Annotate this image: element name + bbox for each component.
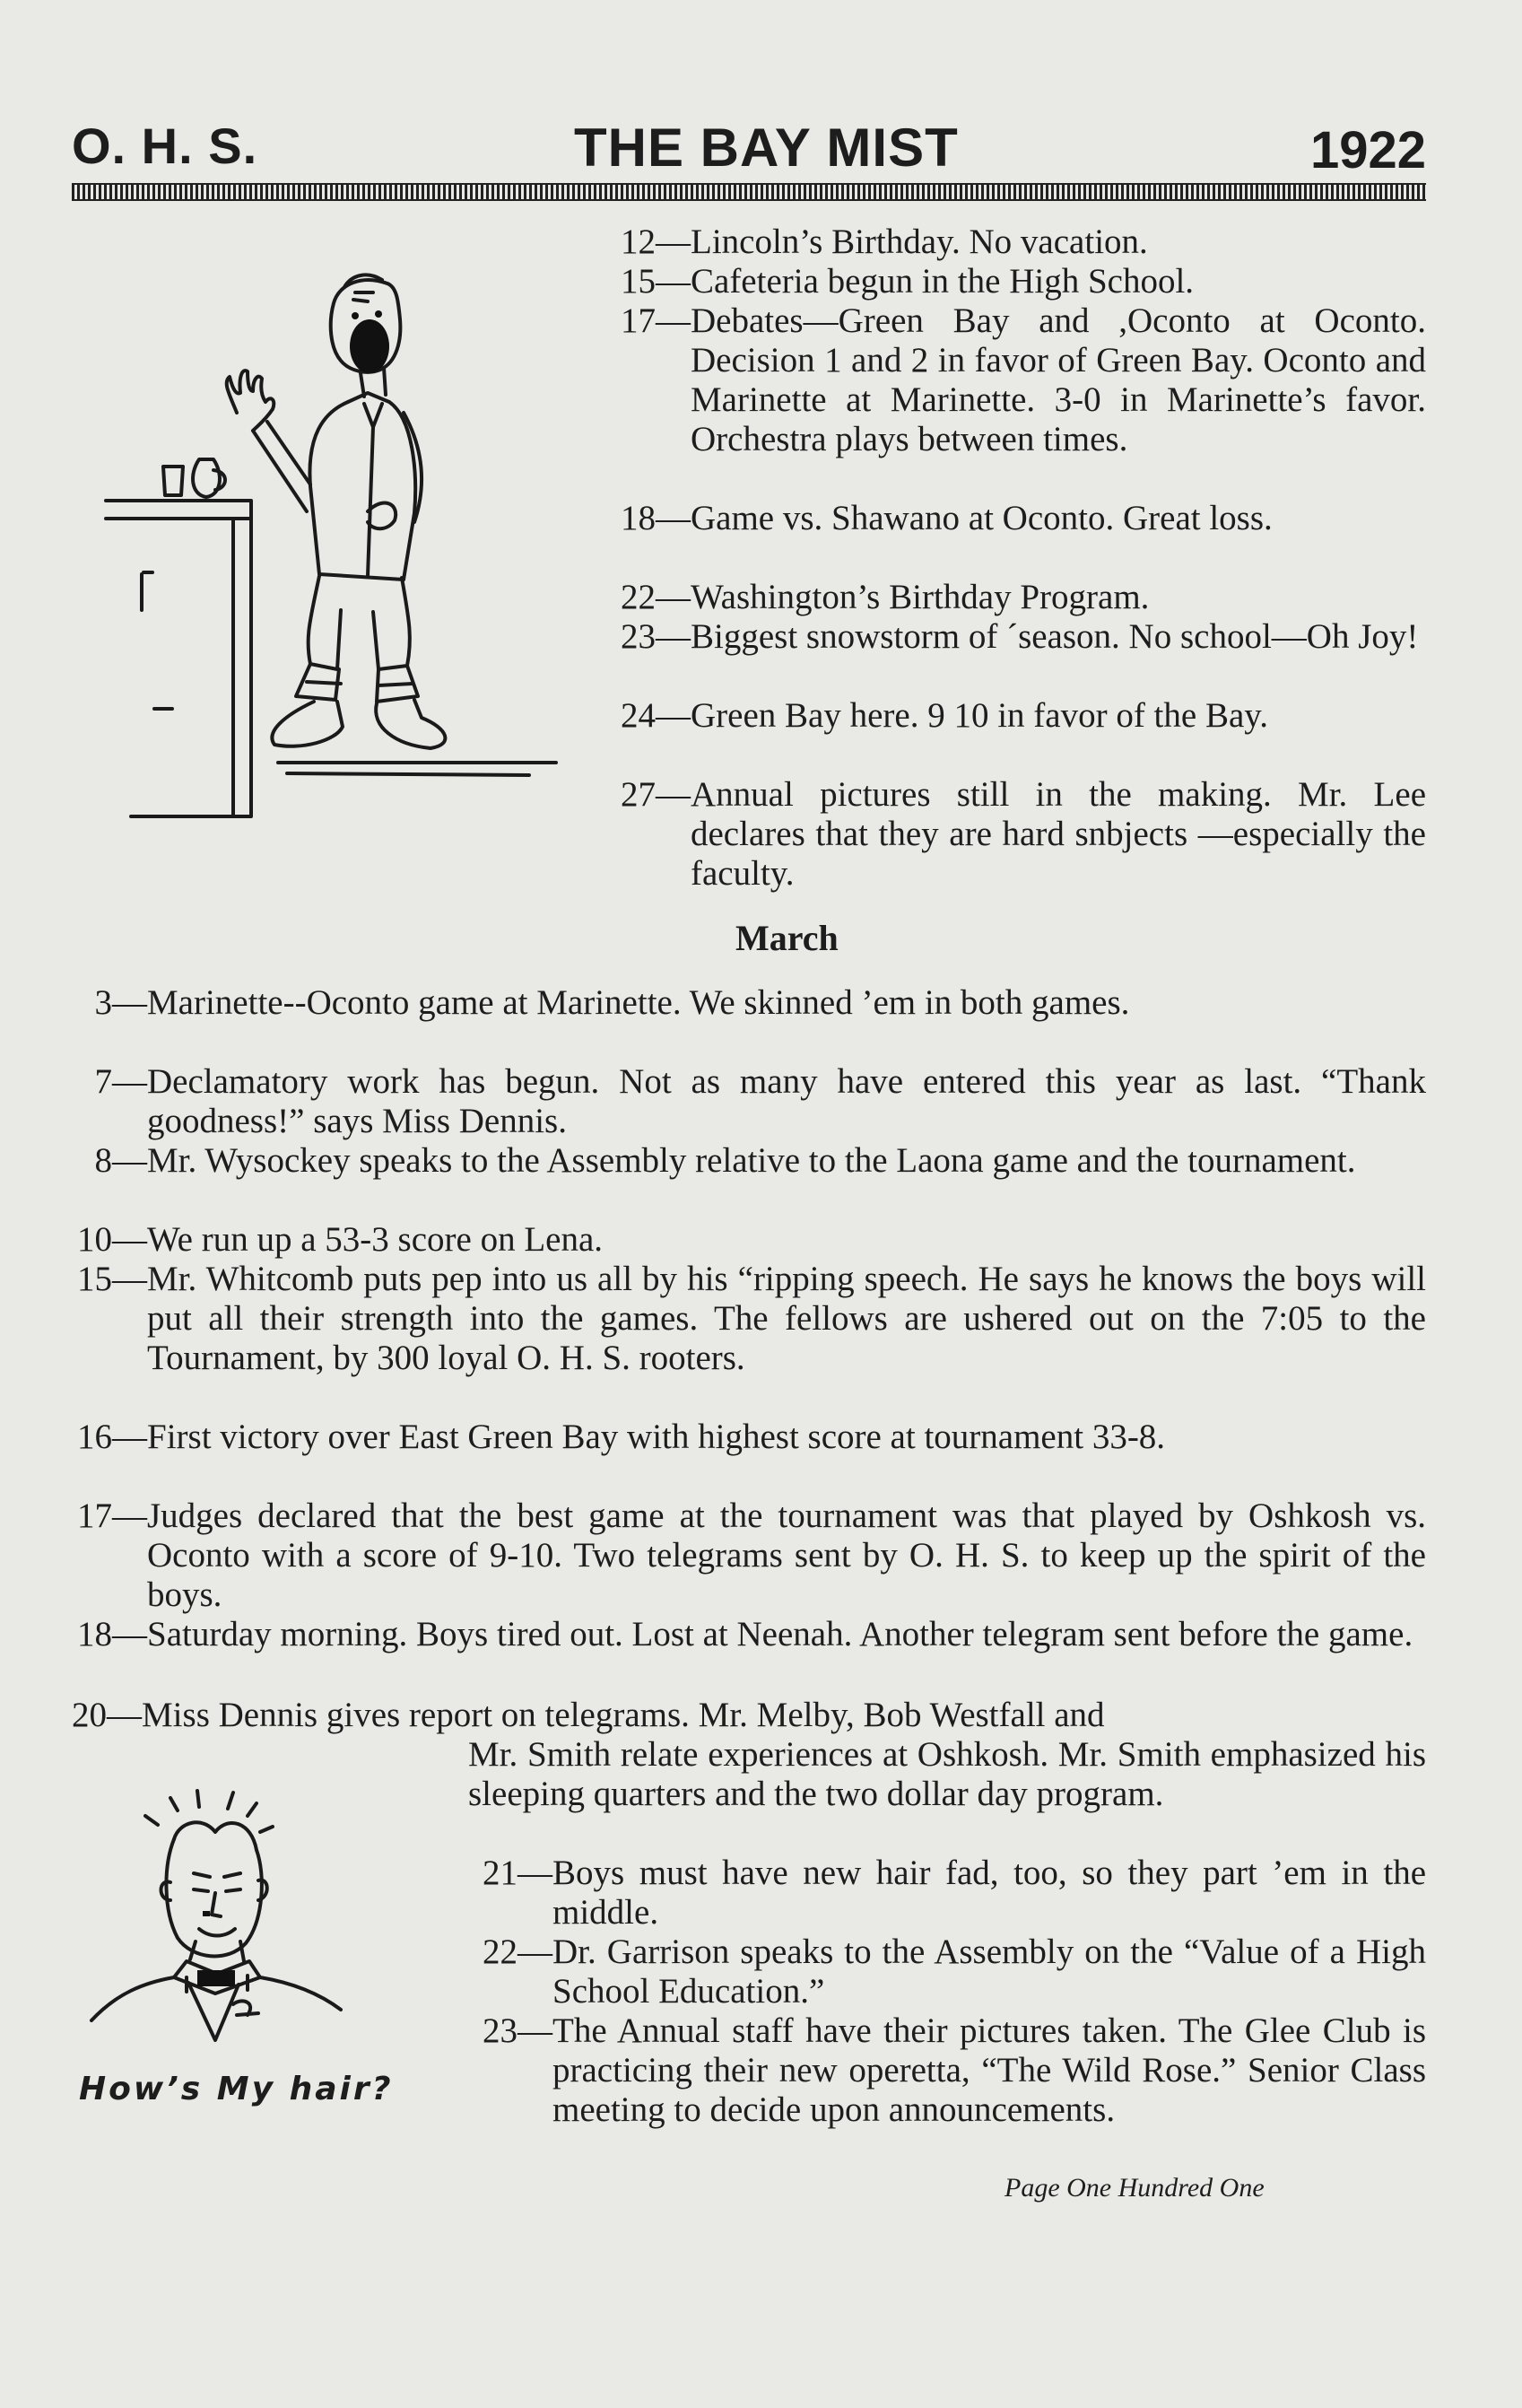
entry-18 xyxy=(603,499,1426,538)
page-footer: Page One Hundred One xyxy=(1005,2173,1265,2203)
entry-date-wrap: 17— xyxy=(621,301,691,340)
entry-8 xyxy=(65,1141,1426,1181)
entry-date-wrap: 24— xyxy=(621,696,691,735)
header-rule xyxy=(72,183,1426,201)
entry-date: 15 xyxy=(77,1260,112,1298)
entry-15 xyxy=(65,1260,1426,1378)
entry-date-wrap: 22— xyxy=(621,578,691,616)
entry-date-wrap: 7— xyxy=(94,1062,147,1101)
header-title: THE BAY MIST xyxy=(574,118,959,178)
entry-text: Dr. Garrison speaks to the Assembly on the “Value of a High School Education.” xyxy=(552,1933,1426,2011)
illustration-caption: How’s My hair? xyxy=(79,2071,394,2107)
entry-date-wrap: 12— xyxy=(621,222,691,261)
entry-16 xyxy=(65,1418,1426,1457)
entry-22 xyxy=(603,578,1426,617)
entry-date: 16 xyxy=(77,1418,112,1456)
entry-date-wrap: 10— xyxy=(77,1220,147,1259)
entry-22 xyxy=(466,1933,1426,2011)
entry-20-first-line: Miss Dennis gives report on telegrams. Mr. Melby, Bob Westfall and xyxy=(142,1696,1105,1734)
singing-man-illustration xyxy=(99,260,574,843)
entry-date-wrap: 3— xyxy=(94,983,147,1022)
entry-date-wrap: 18— xyxy=(77,1615,147,1653)
entry-text: Saturday morning. Boys tired out. Lost at Neenah. Another telegram sent before the game. xyxy=(147,1615,1413,1653)
entry-date-wrap: 22— xyxy=(483,1933,552,1971)
entry-date: 12 xyxy=(621,222,656,261)
entry-date: 7 xyxy=(94,1062,112,1101)
entry-27 xyxy=(603,775,1426,894)
entry-date-wrap: 23— xyxy=(621,617,691,656)
entry-text: Lincoln’s Birthday. No vacation. xyxy=(691,222,1148,261)
entry-date-wrap: 15— xyxy=(77,1260,147,1298)
entry-date: 22 xyxy=(483,1933,517,1971)
entry-date: 21 xyxy=(483,1854,517,1892)
entry-20 xyxy=(65,1696,1426,1735)
entry-text: Game vs. Shawano at Oconto. Great loss. xyxy=(691,499,1273,537)
entry-text: Declamatory work has begun. Not as many have entered this year as last. “Thank goodness!” says Miss Dennis. xyxy=(147,1062,1426,1140)
entry-24 xyxy=(603,696,1426,736)
entry-text: Biggest snowstorm of ˊseason. No school—Oh Joy! xyxy=(691,617,1419,656)
entry-17 xyxy=(603,301,1426,459)
entry-date: 10 xyxy=(77,1220,112,1259)
entry-date-wrap: 16— xyxy=(77,1418,147,1456)
entry-text: Marinette--Oconto game at Marinette. We skinned ’em in both games. xyxy=(147,983,1130,1022)
entry-20-rest: Mr. Smith relate experiences at Oshkosh. Mr. Smith emphasized his sleeping quarters and the two dollar day program. xyxy=(468,1735,1426,1813)
entry-text: Debates—Green Bay and ,Oconto at Oconto. Decision 1 and 2 in favor of Green Bay. Oconto and Marinette at Marinette. 3-0 in Marinette’s favor. Orchestra plays between times. xyxy=(691,301,1426,458)
entry-12 xyxy=(603,222,1426,262)
entry-23 xyxy=(603,617,1426,657)
entry-10 xyxy=(65,1220,1426,1260)
entry-date: 23 xyxy=(621,617,656,656)
entry-date: 27 xyxy=(621,775,656,814)
entry-date: 22 xyxy=(621,578,656,616)
entry-date-wrap: 21— xyxy=(483,1854,552,1892)
entry-21 xyxy=(466,1854,1426,1933)
entry-date: 18 xyxy=(621,499,656,537)
page-header xyxy=(72,117,1426,188)
entry-18 xyxy=(65,1615,1426,1654)
entry-17 xyxy=(65,1496,1426,1615)
entry-date-wrap: 18— xyxy=(621,499,691,537)
entry-text: Green Bay here. 9 10 in favor of the Bay. xyxy=(691,696,1268,735)
entry-text: We run up a 53-3 score on Lena. xyxy=(147,1220,604,1259)
entry-date: 8 xyxy=(94,1141,112,1180)
entry-date-wrap: 27— xyxy=(621,775,691,814)
entry-date-wrap: 8— xyxy=(94,1141,147,1180)
hair-man-illustration xyxy=(81,1785,368,2063)
entry-text: Washington’s Birthday Program. xyxy=(691,578,1150,616)
entry-text: Cafeteria begun in the High School. xyxy=(691,262,1195,301)
entry-date-wrap: 23— xyxy=(483,2011,552,2050)
entry-date: 24 xyxy=(621,696,656,735)
entry-23 xyxy=(466,2011,1426,2130)
entry-text: Mr. Whitcomb puts pep into us all by his “ripping speech. He says he knows the boys will put all their strength into the games. The fellows are ushered out on the 7:05 to the Tournament, by 300 loyal O. H. S. rooters. xyxy=(147,1260,1426,1377)
entry-date: 18 xyxy=(77,1615,112,1653)
entry-20-date: 20— xyxy=(72,1696,142,1734)
entry-date: 3 xyxy=(94,983,112,1022)
entry-text: Annual pictures still in the making. Mr. Lee declares that they are hard snbjects —especially the faculty. xyxy=(691,775,1426,893)
entry-date-wrap: 15— xyxy=(621,262,691,301)
header-year: 1922 xyxy=(1309,121,1426,179)
entry-date-wrap: 17— xyxy=(77,1496,147,1535)
entry-text: First victory over East Green Bay with highest score at tournament 33-8. xyxy=(147,1418,1166,1456)
entry-date: 17 xyxy=(77,1496,112,1535)
entry-text: Judges declared that the best game at the tournament was that played by Oshkosh vs. Oconto with a score of 9-10. Two telegrams sent by O. H. S. to keep up the spirit of the boys. xyxy=(147,1496,1426,1614)
entry-text: Mr. Wysockey speaks to the Assembly relative to the Laona game and the tournament. xyxy=(147,1141,1356,1180)
entry-text: Boys must have new hair fad, too, so they part ’em in the middle. xyxy=(552,1854,1426,1932)
header-school: O. H. S. xyxy=(72,118,258,174)
entry-3 xyxy=(65,983,1426,1023)
entry-date: 17 xyxy=(621,301,656,340)
entry-15 xyxy=(603,262,1426,301)
march-heading: March xyxy=(735,918,839,958)
entry-date: 15 xyxy=(621,262,656,301)
entry-7 xyxy=(65,1062,1426,1141)
entry-text: The Annual staff have their pictures taken. The Glee Club is practicing their new operetta, “The Wild Rose.” Senior Class meeting to decide upon announcements. xyxy=(552,2011,1426,2129)
entry-date: 23 xyxy=(483,2011,517,2050)
